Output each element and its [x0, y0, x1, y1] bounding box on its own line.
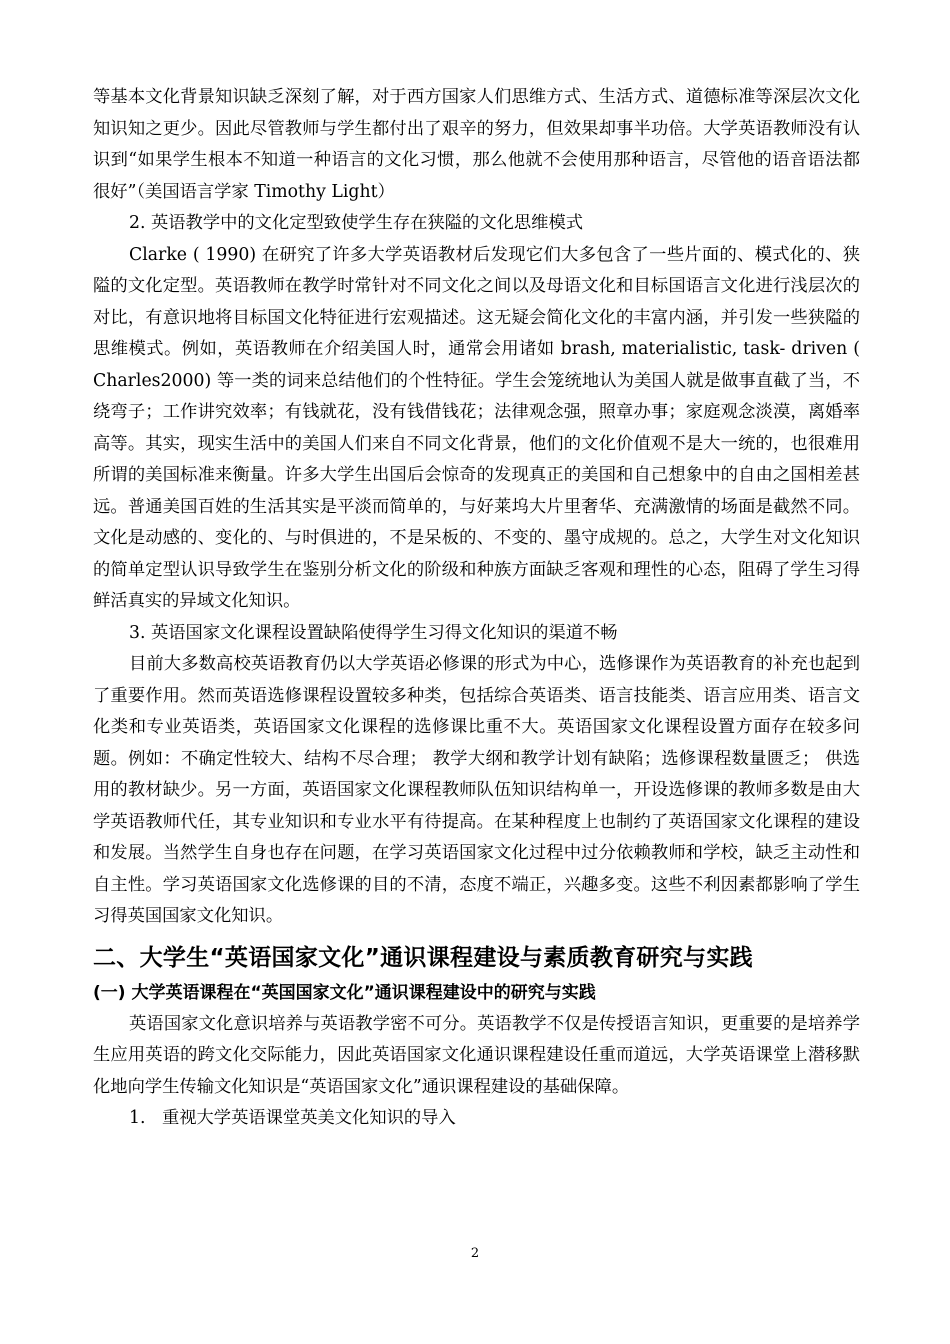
subsection-heading: (一) 大学英语课程在“英国国家文化”通识课程建设中的研究与实践 [93, 982, 596, 1003]
subsection-heading-3: 3. 英语国家文化课程设置缺陷使得学生习得文化知识的渠道不畅 [129, 622, 618, 643]
document-page [93, 82, 860, 1135]
paragraph-curriculum: 目前大多数高校英语教育仍以大学英语必修课的形式为中心，选修课作为英语教育的补充也起到了重要作用。然而英语选修课程设置较多种类，包括综合英语类、语言技能类、语言应用类、语言文化类和专业英语类，英语国家文化课程的选修课比重不大。英语国家文化课程设置方面存在较多问题。例如：不确定性较大、结构不尽合理； 教学大纲和教学计划有缺陷；选修课程数量匮乏； 供选用的教材缺少。另一方面，英语国家文化课程教师队伍知识结构单一，开设选修课的教师多数是由大学英语教师代任，其专业知识和专业水平有待提高。在某种程度上也制约了英语国家文化课程的建设和发展。当然学生自身也存在问题，在学习英语国家文化过程中过分依赖教师和学校，缺乏主动性和自主性。学习英语国家文化选修课的目的不清，态度不端正，兴趣多变。这些不利因素都影响了学生习得英国国家文化知识。 [93, 654, 860, 926]
subsection-heading-2: 2. 英语教学中的文化定型致使学生存在狭隘的文化思维模式 [129, 213, 584, 233]
page-number: 2 [470, 1246, 480, 1261]
section-heading: 二、大学生“英语国家文化”通识课程建设与素质教育研究与实践 [93, 944, 753, 971]
paragraph-continuation: 等基本文化背景知识缺乏深刻了解，对于西方国家人们思维方式、生活方式、道德标准等深层次文化知识知之更少。因此尽管教师与学生都付出了艰辛的努力，但效果却事半功倍。大学英语教师没有认识到“如果学生根本不知道一种语言的文化习惯，那么他就不会使用那种语言，尽管他的语音语法都很好”（美国语言学家 Timothy Light） [93, 87, 860, 202]
paragraph-culture-awareness: 英语国家文化意识培养与英语教学密不可分。英语教学不仅是传授语言知识，更重要的是培养学生应用英语的跨文化交际能力，因此英语国家文化通识课程建设任重而道远，大学英语课堂上潜移默化地向学生传输文化知识是“英语国家文化”通识课程建设的基础保障。 [93, 1013, 860, 1097]
paragraph-clarke: Clarke ( 1990) 在研究了许多大学英语教材后发现它们大多包含了一些片面的、模式化的、狭隘的文化定型。英语教师在教学时常针对不同文化之间以及母语文化和目标国语言文化进行浅层次的对比，有意识地将目标国文化特征进行宏观描述。这无疑会简化文化的丰富内涵，并引发一些狭隘的思维模式。例如，英语教师在介绍美国人时，通常会用诸如 brash, materialistic, task- driven ( Charles2000) 等一类的词来总结他们的个性特征。学生会笼统地认为美国人就是做事直截了当，不绕弯子；工作讲究效率；有钱就花，没有钱借钱花；法律观念强，照章办事；家庭观念淡漠，离婚率高等。其实，现实生活中的美国人们来自不同文化背景，他们的文化价值观不是大一统的，也很难用所谓的美国标准来衡量。许多大学生出国后会惊奇的发现真正的美国和自己想象中的自由之国相差甚远。普通美国百姓的生活其实是平淡而简单的，与好莱坞大片里奢华、充满激情的场面是截然不同。文化是动感的、变化的、与时俱进的，不是呆板的、不变的、墨守成规的。总之，大学生对文化知识的简单定型认识导致学生在鉴别分析文化的阶级和种族方面缺乏客观和理性的心态，阻碍了学生习得鲜活真实的异域文化知识。 [93, 244, 860, 611]
list-item: 1. 重视大学英语课堂英美文化知识的导入 [129, 1108, 456, 1128]
